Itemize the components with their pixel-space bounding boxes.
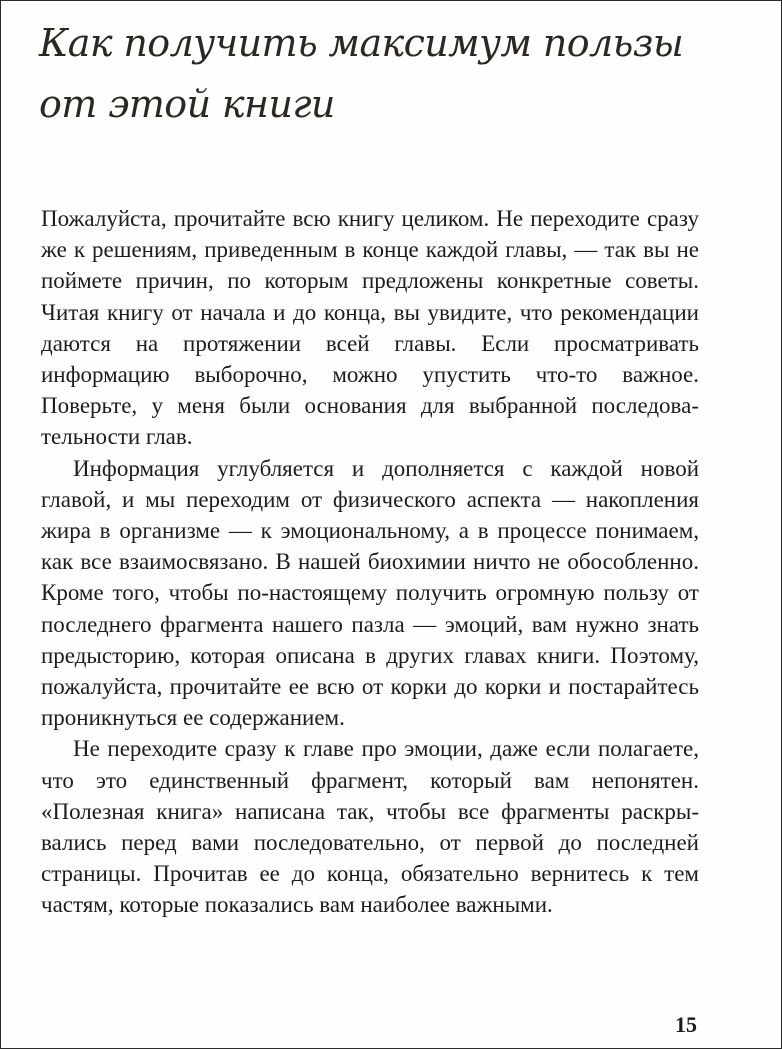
- chapter-title-line-2: от этой книги: [39, 82, 335, 126]
- chapter-title: [39, 13, 759, 135]
- paragraph-1: Пожалуйста, прочитайте всю книгу целиком. Не переходите сразу же к решениям, приведенным в конце каждой главы, — так вы не поймете причин, по которым предложены конкретные советы. Читая книгу от начала и до конца, вы увидите, что рекомендации даются на протяжении всей главы. Если просматривать информацию выборочно, можно упустить что-то важное. Поверьте, у меня были основания для выбранной последовательности глав.: [41, 206, 699, 450]
- page-number: 15: [675, 1012, 697, 1037]
- body-text: [41, 203, 699, 921]
- paragraph-3: Не переходите сразу к главе про эмоции, даже если полагаете, что это единственный фрагмент, который вам непонятен. «Полезная книга» написана так, чтобы все фрагменты раскрывались перед вами последовательно, от первой до последней страницы. Прочитав ее до конца, обязательно вернитесь к тем частям, которые показались вам наиболее важными.: [41, 736, 699, 918]
- paragraph-2: Информация углубляется и дополняется с каждой новой главой, и мы переходим от физического аспекта — накопления жира в организме — к эмоциональному, а в процессе понимаем, как все взаимосвязано. В нашей биохимии ничто не обособленно. Кроме того, чтобы по-настоящему получить огромную пользу от последнего фрагмента нашего пазла — эмоций, вам нужно знать предысторию, которая описана в других главах книги. Поэтому, пожалуйста, прочитайте ее всю от корки до корки и постарайтесь проникнуться ее содержанием.: [41, 455, 699, 731]
- chapter-title-line-1: Как получить максимум пользы: [39, 21, 684, 65]
